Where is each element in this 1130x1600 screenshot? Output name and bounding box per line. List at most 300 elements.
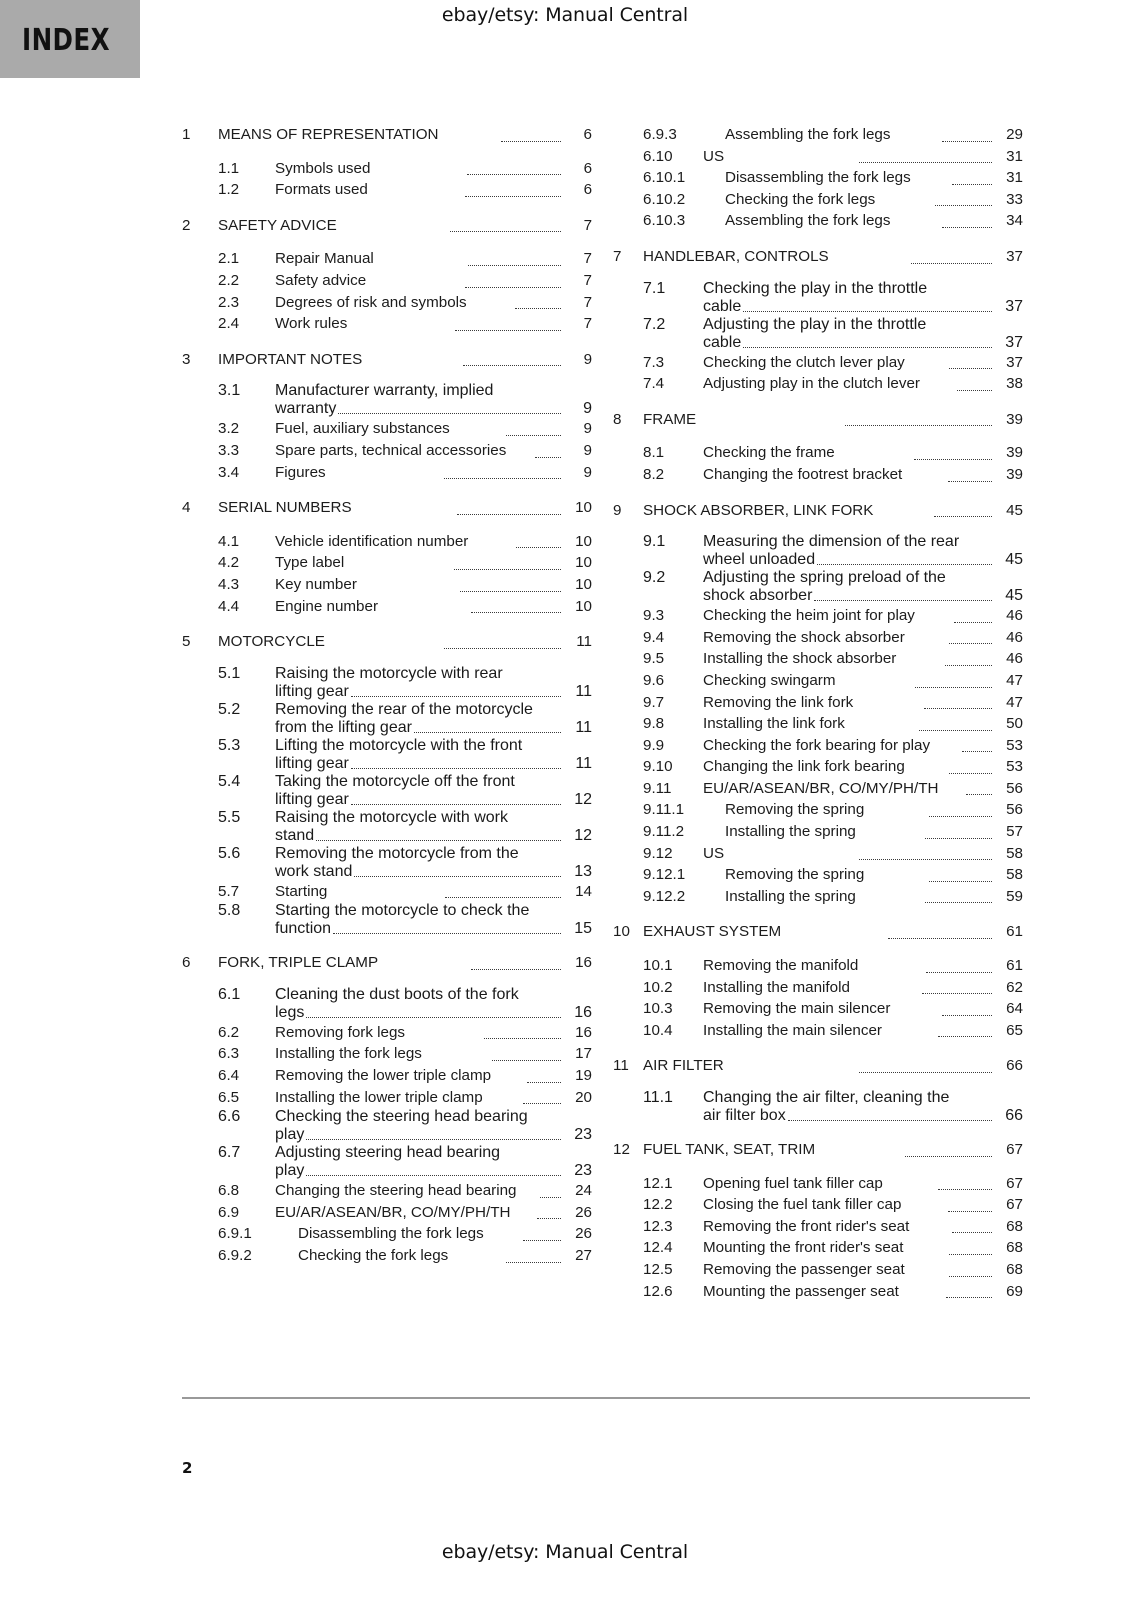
toc-entry-number: 6.2 [218,1023,240,1041]
toc-entry-number: 6.10 [643,147,673,165]
toc-entry[interactable] [613,1259,1023,1281]
toc-entry-page: 56 [1006,801,1024,819]
toc-entry[interactable] [182,845,592,881]
toc-entry-page: 6 [583,126,592,143]
toc-entry-title-continued: air filter box [703,1107,786,1124]
toc-entry-title: Adjusting steering head bearing [275,1144,501,1162]
toc-entry[interactable] [613,955,1023,977]
footer-divider [182,1397,1030,1399]
toc-entry-title: Manufacturer warranty, implied [275,382,494,400]
toc-entry-page: 34 [1006,212,1023,230]
toc-entry-title: SERIAL NUMBERS [218,499,352,517]
toc-entry[interactable] [613,1194,1023,1216]
toc-entry[interactable] [613,977,1023,999]
leader-dots [924,708,992,709]
toc-entry-title-continued-line [275,1004,592,1022]
toc-entry-number: 9 [613,501,622,519]
toc-entry[interactable] [182,270,592,292]
toc-entry[interactable] [182,1202,592,1224]
toc-entry-page: 46 [1006,607,1023,625]
leader-dots [351,768,561,769]
toc-entry-title: US [703,844,725,862]
leader-dots [942,1015,992,1016]
toc-entry-title: MOTORCYCLE [218,633,325,651]
leader-dots [925,902,992,903]
leader-dots [905,1156,992,1157]
toc-entry[interactable] [613,886,1023,908]
toc-entry-title: Raising the motorcycle with rear [275,664,503,682]
toc-entry-number: 4.1 [218,532,240,550]
toc-entry[interactable] [613,167,1023,189]
leader-dots [501,141,561,142]
toc-entry-title: Engine number [275,597,379,615]
toc-entry[interactable] [182,248,592,270]
toc-entry[interactable] [182,986,592,1022]
toc-entry-title: Checking swingarm [703,671,836,689]
toc-entry[interactable] [182,1108,592,1144]
toc-entry[interactable] [182,124,592,146]
toc-entry-page: 56 [1006,779,1024,797]
toc-entry-title: Checking the fork legs [725,190,876,208]
toc-entry[interactable] [613,569,1023,605]
toc-entry[interactable] [182,737,592,773]
toc-entry-body [275,701,592,737]
toc-entry-title-continued-line [703,551,1023,569]
toc-entry-body [275,1108,592,1144]
toc-entry-number: 4 [182,499,191,517]
toc-entry-number: 3.4 [218,463,240,481]
toc-entry[interactable] [182,382,592,418]
toc-entry[interactable] [182,1245,592,1267]
toc-entry-number: 9.1 [643,533,666,551]
toc-entry-page: 11 [575,682,592,700]
toc-entry-body [703,533,1023,569]
leader-dots [949,1254,992,1255]
toc-entry-title: Checking the steering head bearing [275,1108,528,1126]
toc-entry-page: 33 [1006,190,1023,208]
toc-entry[interactable] [182,497,592,519]
toc-entry-title: Checking the clutch lever play [703,353,905,371]
toc-entry-title: Lifting the motorcycle with the front [275,736,523,754]
index-tab [0,0,140,78]
toc-entry-page: 45 [1005,551,1023,569]
toc-entry[interactable] [182,552,592,574]
leader-dots [952,184,992,185]
toc-entry[interactable] [182,1022,592,1044]
toc-entry-page: 67 [1006,1196,1024,1214]
toc-entry[interactable] [613,1089,1023,1125]
toc-entry-number: 5.7 [218,882,240,900]
toc-entry-number: 6.8 [218,1182,240,1200]
toc-entry[interactable] [613,778,1023,800]
toc-entry[interactable] [613,648,1023,670]
toc-entry[interactable] [613,799,1023,821]
toc-entry-page: 7 [583,293,593,311]
leader-dots [952,1232,992,1233]
toc-entry[interactable] [613,373,1023,395]
toc-entry-number: 12.4 [643,1239,673,1257]
toc-entry[interactable] [613,442,1023,464]
leader-dots [465,287,561,288]
toc-entry[interactable] [613,627,1023,649]
toc-entry-page: 66 [1005,1107,1023,1124]
toc-entry[interactable] [182,881,592,903]
toc-entry-number: 6.9.2 [218,1247,252,1265]
toc-entry-number: 2.1 [218,250,240,268]
toc-entry[interactable] [613,352,1023,374]
toc-entry-page: 68 [1006,1217,1023,1235]
leader-dots [506,435,561,436]
toc-entry-number: 9.12.1 [643,866,686,884]
toc-entry-page: 67 [1006,1174,1024,1192]
toc-entry-number: 6.9.3 [643,126,677,143]
toc-entry-page: 59 [1006,887,1024,905]
toc-entry[interactable] [613,864,1023,886]
toc-entry-number: 10.4 [643,1021,673,1039]
leader-dots [817,564,992,565]
leader-dots [914,459,992,460]
toc-entry-title: Raising the motorcycle with work [275,808,508,826]
toc-entry[interactable] [182,631,592,653]
toc-entry[interactable] [613,756,1023,778]
toc-entry-page: 62 [1006,978,1023,996]
toc-entry[interactable] [182,179,592,201]
toc-entry[interactable] [182,418,592,440]
toc-entry[interactable] [613,1281,1023,1303]
toc-entry-page: 39 [1006,444,1024,462]
toc-entry[interactable] [613,692,1023,714]
toc-entry-title: Figures [275,463,326,481]
leader-dots [966,794,992,795]
toc-entry-number: 2.4 [218,315,240,333]
toc-entry-title-continued: play [275,1162,305,1180]
toc-entry-page: 46 [1006,628,1024,646]
toc-entry-page: 19 [575,1067,592,1085]
toc-entry-number: 10.2 [643,978,673,996]
toc-entry-title-continued-line [275,827,592,845]
toc-entry-title: Removing the shock absorber [703,628,905,646]
toc-entry-page: 7 [583,250,592,268]
leader-dots [949,643,992,644]
toc-entry-number: 9.6 [643,671,665,689]
toc-entry[interactable] [182,701,592,737]
toc-entry-title: Disassembling the fork legs [298,1225,484,1243]
toc-entry-page: 29 [1006,126,1023,143]
leader-dots [859,1072,992,1073]
toc-entry-number: 6.10.2 [643,190,686,208]
toc-entry[interactable] [182,1065,592,1087]
toc-entry[interactable] [182,313,592,335]
toc-entry-number: 6.3 [218,1045,240,1063]
toc-entry[interactable] [182,462,592,484]
toc-entry-title: Removing the spring [725,801,865,819]
toc-entry[interactable] [613,921,1023,943]
toc-entry[interactable] [182,902,592,938]
leader-dots [935,205,992,206]
toc-entry-title: Checking the play in the throttle [703,279,928,297]
toc-entry-number: 10.1 [643,957,673,975]
toc-entry[interactable] [613,464,1023,486]
toc-entry-title: Removing the passenger seat [703,1260,905,1278]
toc-entry-number: 1.2 [218,181,240,199]
toc-entry-title: Taking the motorcycle off the front [275,772,515,790]
toc-entry[interactable] [613,713,1023,735]
toc-entry[interactable] [613,409,1023,431]
toc-entry[interactable] [182,215,592,237]
toc-entry-number: 5.4 [218,772,241,790]
toc-entry-title: Changing the air filter, cleaning the [703,1089,950,1106]
toc-entry-number: 4.4 [218,597,240,615]
toc-entry-number: 5.2 [218,700,241,718]
toc-entry-title-continued: cable [703,333,742,351]
toc-entry-title: Degrees of risk and symbols [275,293,467,311]
toc-entry-number: 5.8 [218,902,241,920]
leader-dots [942,141,992,142]
toc-entry[interactable] [182,574,592,596]
leader-dots [445,897,561,898]
toc-entry-page: 37 [1006,247,1024,265]
toc-entry-page: 10 [575,532,592,550]
toc-entry[interactable] [182,1087,592,1109]
footer-watermark: ebay/etsy: Manual Central [441,1541,689,1563]
leader-dots [949,773,992,774]
toc-entry[interactable] [613,670,1023,692]
toc-entry-page: 47 [1006,693,1024,711]
toc-entry-page: 9 [583,350,593,368]
toc-entry-page: 58 [1006,844,1024,862]
toc-entry-title: Installing the main silencer [703,1021,882,1039]
toc-entry-title: SAFETY ADVICE [218,216,337,234]
toc-entry-title-continued-line [703,587,1023,605]
leader-dots [537,1218,561,1219]
toc-entry-title: Disassembling the fork legs [725,169,911,187]
toc-entry-number: 5.6 [218,844,241,862]
toc-entry-page: 12 [574,826,592,844]
leader-dots [888,938,992,939]
toc-entry[interactable] [182,952,592,974]
leader-dots [929,816,992,817]
toc-entry-page: 10 [575,499,592,517]
toc-entry-title: US [703,147,725,165]
toc-entry[interactable] [613,189,1023,211]
toc-entry[interactable] [613,735,1023,757]
toc-entry-title: MEANS OF REPRESENTATION [218,126,439,143]
leader-dots [929,881,992,882]
toc-entry-body [275,845,592,881]
toc-entry-title: Cleaning the dust boots of the fork [275,985,519,1003]
leader-dots [333,933,561,934]
toc-entry-number: 7 [613,247,622,265]
leader-dots [354,876,561,877]
toc-entry-title: Symbols used [275,159,371,177]
toc-entry-number: 9.5 [643,650,665,668]
toc-entry-title-continued-line [275,755,592,773]
toc-entry[interactable] [182,440,592,462]
toc-entry-page: 68 [1006,1260,1023,1278]
toc-entry[interactable] [613,124,1023,146]
toc-entry[interactable] [182,809,592,845]
toc-entry-page: 10 [575,597,593,615]
toc-entry[interactable] [613,1216,1023,1238]
toc-entry-title-continued: stand [275,826,315,844]
toc-entry-number: 9.2 [643,569,666,587]
toc-entry[interactable] [613,821,1023,843]
toc-entry-title: IMPORTANT NOTES [218,350,363,368]
toc-entry[interactable] [613,1173,1023,1195]
toc-entry-title-continued: wheel unloaded [703,551,816,569]
leader-dots [845,425,992,426]
toc-entry-number: 9.12 [643,844,673,862]
leader-dots [948,1211,992,1212]
toc-entry[interactable] [613,500,1023,522]
toc-entry-title: FRAME [643,410,697,428]
toc-entry-page: 7 [583,216,593,234]
toc-entry[interactable] [182,531,592,553]
toc-entry-title: Installing the lower triple clamp [275,1088,483,1106]
toc-entry-title-continued-line [275,683,592,701]
leader-dots [915,687,992,688]
toc-entry-title: Repair Manual [275,250,374,268]
toc-entry-number: 3.1 [218,382,241,400]
toc-entry[interactable] [613,998,1023,1020]
leader-dots [535,457,561,458]
toc-entry-title: Removing the link fork [703,693,854,711]
toc-entry-title-continued-line [275,400,592,418]
toc-entry-number: 9.7 [643,693,665,711]
leader-dots [743,347,992,348]
toc-entry-number: 3.2 [218,420,240,438]
toc-entry-page: 17 [575,1045,592,1063]
toc-entry-title-continued: play [275,1126,305,1144]
toc-entry[interactable] [613,533,1023,569]
leader-dots [788,1120,992,1121]
toc-entry-body [275,773,592,809]
toc-entry-title-continued: function [275,920,332,938]
toc-entry-title-continued-line [275,791,592,809]
toc-entry-title: Starting [275,882,328,900]
toc-entry[interactable] [182,292,592,314]
toc-entry-page: 61 [1006,923,1024,941]
toc-entry-number: 1.1 [218,159,240,177]
toc-entry[interactable] [613,146,1023,168]
toc-entry[interactable] [182,349,592,371]
toc-entry-page: 53 [1006,758,1024,776]
toc-entry-page: 45 [1006,501,1023,519]
toc-entry[interactable] [613,1020,1023,1042]
toc-entry-title: Changing the steering head bearing [275,1182,517,1200]
leader-dots [351,804,561,805]
toc-entry-title-continued-line [275,1126,592,1144]
toc-entry-number: 9.3 [643,607,665,625]
toc-entry-page: 23 [574,1162,592,1180]
toc-entry-title: EXHAUST SYSTEM [643,923,782,941]
toc-entry-page: 39 [1006,410,1023,428]
toc-entry-title: EU/AR/ASEAN/BR, CO/MY/PH/TH [703,779,939,797]
toc-entry-body [275,737,592,773]
toc-entry-page: 39 [1006,465,1023,483]
toc-entry-number: 6.4 [218,1067,240,1085]
leader-dots [954,622,992,623]
toc-entry-page: 53 [1006,736,1023,754]
toc-entry-number: 9.10 [643,758,673,776]
toc-entry-body [703,1089,1023,1125]
toc-entry-page: 26 [575,1225,592,1243]
index-tab-label: INDEX [22,23,110,58]
toc-entry[interactable] [613,1055,1023,1077]
toc-entry[interactable] [613,246,1023,268]
toc-entry-number: 8.1 [643,444,665,462]
toc-entry[interactable] [182,1144,592,1180]
toc-entry-number: 8.2 [643,465,665,483]
toc-entry-number: 9.12.2 [643,887,686,905]
toc-entry-body [275,986,592,1022]
toc-entry[interactable] [182,596,592,618]
toc-entry-title: Checking the fork legs [298,1247,449,1265]
toc-entry[interactable] [613,605,1023,627]
toc-entry-page: 31 [1006,169,1023,187]
toc-entry-number: 12.2 [643,1196,673,1214]
toc-entry[interactable] [182,665,592,701]
toc-entry-page: 24 [575,1182,592,1200]
toc-entry-page: 45 [1005,587,1023,605]
toc-entry-title-continued: warranty [275,400,337,418]
toc-entry-title-continued-line [275,1162,592,1180]
toc-entry[interactable] [182,158,592,180]
toc-entry-title: Installing the spring [725,887,856,905]
toc-entry-page: 16 [575,1023,592,1041]
toc-entry-number: 12.1 [643,1174,673,1192]
toc-entry-title: Changing the footrest bracket [703,465,903,483]
toc-entry-title-continued: lifting gear [275,790,349,808]
toc-entry[interactable] [613,280,1023,316]
toc-entry-number: 12 [613,1141,630,1158]
leader-dots [471,969,561,970]
toc-entry-title-continued: lifting gear [275,754,349,772]
toc-entry[interactable] [182,1043,592,1065]
toc-entry[interactable] [182,1223,592,1245]
toc-entry-title: Closing the fuel tank filler cap [703,1196,902,1214]
toc-entry[interactable] [613,1237,1023,1259]
toc-entry-title: FORK, TRIPLE CLAMP [218,954,379,972]
toc-entry-title: Removing the spring [725,866,865,884]
toc-entry-title-continued: cable [703,297,742,315]
toc-entry[interactable] [182,773,592,809]
leader-dots [814,600,992,601]
toc-entry-title: Measuring the dimension of the rear [703,533,960,551]
leader-dots [527,1082,561,1083]
toc-entry[interactable] [613,843,1023,865]
leader-dots [444,648,561,649]
toc-entry-title: Assembling the fork legs [725,212,891,230]
toc-entry[interactable] [613,1139,1023,1161]
toc-entry-number: 7.2 [643,315,666,333]
toc-entry-page: 27 [575,1247,592,1265]
leader-dots [948,481,992,482]
toc-entry[interactable] [613,316,1023,352]
toc-entry-title-continued: work stand [275,862,353,880]
toc-entry-title: Mounting the passenger seat [703,1282,899,1300]
toc-entry-page: 64 [1006,1000,1023,1018]
toc-entry[interactable] [613,210,1023,232]
toc-entry-title: Opening fuel tank filler cap [703,1174,883,1192]
toc-entry-page: 6 [583,159,593,177]
leader-dots [957,390,992,391]
toc-entry-number: 3 [182,350,191,368]
toc-entry[interactable] [182,1180,592,1202]
toc-entry-number: 2 [182,216,191,234]
toc-entry-title-continued-line [703,298,1023,316]
toc-entry-page: 9 [583,441,592,459]
